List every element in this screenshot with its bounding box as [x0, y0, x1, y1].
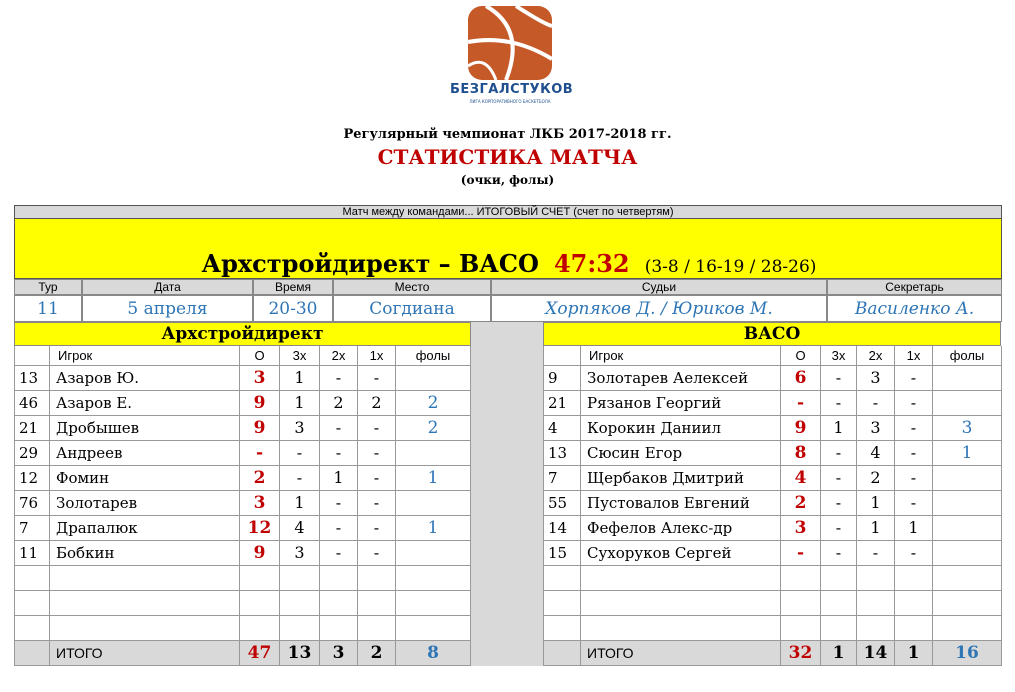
league-logo — [450, 4, 574, 104]
player-ones-cell: - — [358, 416, 396, 441]
player-threes-cell: 1 — [280, 366, 320, 391]
player-threes-cell: - — [821, 391, 857, 416]
player-twos-cell: 3 — [857, 416, 895, 441]
player-points-cell: 2 — [781, 491, 821, 516]
player-number-cell: 15 — [543, 541, 581, 566]
player-threes-cell: - — [821, 541, 857, 566]
player-fouls-cell — [396, 491, 471, 516]
player-player-cell — [50, 616, 240, 641]
player-number-cell: 55 — [543, 491, 581, 516]
player-points-cell — [781, 591, 821, 616]
player-threes-cell: - — [280, 466, 320, 491]
info-header-time: Время — [253, 279, 333, 295]
player-player-cell: Азаров Ю. — [50, 366, 240, 391]
player-threes-cell: - — [821, 516, 857, 541]
player-threes-cell: 3 — [280, 541, 320, 566]
player-twos-cell: - — [320, 541, 358, 566]
player-twos-cell: 4 — [857, 441, 895, 466]
page-title: СТАТИСТИКА МАТЧА — [377, 145, 638, 169]
total-fouls: 8 — [396, 641, 471, 666]
player-twos-cell: 2 — [857, 466, 895, 491]
player-ones-cell: - — [358, 491, 396, 516]
player-player-cell — [581, 616, 781, 641]
total-ones: 1 — [895, 641, 933, 666]
player-fouls-cell — [933, 616, 1002, 641]
player-points-cell: 3 — [781, 516, 821, 541]
team-name: Архстройдирект — [14, 322, 471, 346]
player-twos-cell: 1 — [857, 491, 895, 516]
player-number-cell: 14 — [543, 516, 581, 541]
player-points-cell: 3 — [240, 366, 280, 391]
player-ones-cell: 1 — [895, 516, 933, 541]
player-points-cell: 8 — [781, 441, 821, 466]
player-ones-cell — [895, 591, 933, 616]
player-fouls-cell — [933, 591, 1002, 616]
player-points-cell — [781, 566, 821, 591]
column-header-ones: 1х — [895, 346, 933, 366]
player-points-cell: 9 — [240, 416, 280, 441]
player-ones-cell — [895, 566, 933, 591]
player-ones-cell: - — [895, 541, 933, 566]
player-fouls-cell: 1 — [396, 516, 471, 541]
player-points-cell: 6 — [781, 366, 821, 391]
player-twos-cell: - — [320, 516, 358, 541]
player-player-cell: Андреев — [50, 441, 240, 466]
info-header-round: Тур — [14, 279, 82, 295]
quarter-scores: (3-8 / 16-19 / 28-26) — [644, 257, 817, 277]
player-ones-cell — [358, 616, 396, 641]
player-fouls-cell — [396, 616, 471, 641]
player-ones-cell: - — [358, 541, 396, 566]
player-twos-cell: 2 — [320, 391, 358, 416]
player-number-cell — [543, 616, 581, 641]
player-fouls-cell: 2 — [396, 391, 471, 416]
player-ones-cell: - — [358, 441, 396, 466]
player-points-cell: 9 — [240, 391, 280, 416]
player-number-cell: 7 — [543, 466, 581, 491]
player-number-cell: 21 — [14, 416, 50, 441]
player-fouls-cell: 2 — [396, 416, 471, 441]
player-points-cell — [240, 591, 280, 616]
player-fouls-cell — [933, 541, 1002, 566]
player-number-cell — [14, 616, 50, 641]
player-twos-cell: - — [320, 416, 358, 441]
player-fouls-cell — [933, 566, 1002, 591]
info-header-date: Дата — [82, 279, 253, 295]
column-header-twos: 2х — [320, 346, 358, 366]
player-player-cell: Корокин Даниил — [581, 416, 781, 441]
player-points-cell — [240, 616, 280, 641]
player-ones-cell: - — [895, 441, 933, 466]
player-player-cell: Золотарев — [50, 491, 240, 516]
score-caption: Матч между командами... ИТОГОВЫЙ СЧЕТ (счет по четвертям) — [14, 205, 1002, 219]
player-threes-cell — [821, 616, 857, 641]
player-twos-cell: - — [857, 391, 895, 416]
info-referees: Хорпяков Д. / Юриков М. — [491, 295, 827, 322]
logo-tagline: ЛИГА КОРПОРАТИВНОГО БАСКЕТБОЛА — [469, 99, 551, 104]
player-player-cell: Рязанов Георгий — [581, 391, 781, 416]
player-fouls-cell — [933, 491, 1002, 516]
player-ones-cell: - — [358, 516, 396, 541]
info-venue: Согдиана — [333, 295, 491, 322]
player-threes-cell: 1 — [280, 391, 320, 416]
total-threes: 1 — [821, 641, 857, 666]
match-band — [14, 219, 1002, 279]
column-header-twos: 2х — [857, 346, 895, 366]
player-number-cell: 13 — [543, 441, 581, 466]
info-header-referees: Судьи — [491, 279, 827, 295]
column-header-points: О — [781, 346, 821, 366]
column-header-threes: 3х — [821, 346, 857, 366]
player-number-cell: 46 — [14, 391, 50, 416]
season-title: Регулярный чемпионат ЛКБ 2017-2018 гг. — [343, 127, 672, 142]
player-twos-cell: 1 — [320, 466, 358, 491]
column-header-player: Игрок — [50, 346, 240, 366]
player-threes-cell: - — [821, 491, 857, 516]
player-player-cell: Бобкин — [50, 541, 240, 566]
player-fouls-cell: 1 — [933, 441, 1002, 466]
player-twos-cell: - — [320, 366, 358, 391]
player-twos-cell — [857, 616, 895, 641]
player-twos-cell — [857, 566, 895, 591]
player-threes-cell: - — [280, 441, 320, 466]
player-points-cell — [781, 616, 821, 641]
player-fouls-cell — [396, 541, 471, 566]
center-divider — [471, 322, 543, 666]
player-ones-cell — [895, 616, 933, 641]
player-number-cell: 4 — [543, 416, 581, 441]
player-number-cell: 12 — [14, 466, 50, 491]
player-fouls-cell — [933, 466, 1002, 491]
player-player-cell — [581, 591, 781, 616]
player-points-cell: - — [781, 541, 821, 566]
total-label: ИТОГО — [50, 641, 240, 666]
player-fouls-cell — [396, 441, 471, 466]
player-threes-cell: 1 — [821, 416, 857, 441]
logo-name: БЕЗГАЛСТУКОВ — [450, 82, 574, 97]
column-header-threes: 3х — [280, 346, 320, 366]
player-fouls-cell: 3 — [933, 416, 1002, 441]
total-points: 47 — [240, 641, 280, 666]
player-ones-cell: - — [358, 466, 396, 491]
total-label: ИТОГО — [581, 641, 781, 666]
player-player-cell — [50, 591, 240, 616]
player-twos-cell — [320, 566, 358, 591]
player-player-cell: Драпалюк — [50, 516, 240, 541]
player-player-cell: Азаров Е. — [50, 391, 240, 416]
player-ones-cell — [358, 591, 396, 616]
total-points: 32 — [781, 641, 821, 666]
player-points-cell: - — [781, 391, 821, 416]
player-player-cell: Дробышев — [50, 416, 240, 441]
player-twos-cell: - — [857, 541, 895, 566]
player-points-cell: 3 — [240, 491, 280, 516]
column-header-number — [14, 346, 50, 366]
info-time: 20-30 — [253, 295, 333, 322]
player-twos-cell: - — [320, 491, 358, 516]
player-threes-cell: 1 — [280, 491, 320, 516]
column-header-player: Игрок — [581, 346, 781, 366]
info-header-venue: Место — [333, 279, 491, 295]
player-number-cell: 9 — [543, 366, 581, 391]
total-cell — [14, 641, 50, 666]
player-threes-cell: 4 — [280, 516, 320, 541]
player-twos-cell — [320, 591, 358, 616]
total-twos: 3 — [320, 641, 358, 666]
player-fouls-cell — [396, 366, 471, 391]
player-player-cell: Золотарев Аелексей — [581, 366, 781, 391]
player-ones-cell: 2 — [358, 391, 396, 416]
player-points-cell: - — [240, 441, 280, 466]
player-ones-cell: - — [895, 416, 933, 441]
player-points-cell: 4 — [781, 466, 821, 491]
player-twos-cell: - — [320, 441, 358, 466]
player-number-cell: 29 — [14, 441, 50, 466]
player-player-cell: Щербаков Дмитрий — [581, 466, 781, 491]
total-threes: 13 — [280, 641, 320, 666]
player-fouls-cell — [933, 391, 1002, 416]
player-threes-cell — [821, 566, 857, 591]
player-number-cell: 13 — [14, 366, 50, 391]
basketball-logo-icon — [466, 4, 554, 82]
player-twos-cell — [857, 591, 895, 616]
player-points-cell: 12 — [240, 516, 280, 541]
player-fouls-cell — [396, 566, 471, 591]
page-subtitle: (очки, фолы) — [460, 173, 555, 187]
column-header-fouls: фолы — [933, 346, 1002, 366]
player-number-cell — [14, 591, 50, 616]
total-cell — [543, 641, 581, 666]
player-threes-cell — [821, 591, 857, 616]
player-ones-cell: - — [895, 366, 933, 391]
player-player-cell — [50, 566, 240, 591]
player-threes-cell — [280, 566, 320, 591]
player-points-cell — [240, 566, 280, 591]
player-points-cell: 9 — [781, 416, 821, 441]
player-number-cell: 21 — [543, 391, 581, 416]
player-fouls-cell: 1 — [396, 466, 471, 491]
player-threes-cell: - — [821, 466, 857, 491]
info-secretary: Василенко А. — [827, 295, 1002, 322]
player-number-cell — [543, 566, 581, 591]
player-ones-cell: - — [895, 491, 933, 516]
player-number-cell: 11 — [14, 541, 50, 566]
player-number-cell: 7 — [14, 516, 50, 541]
player-ones-cell: - — [358, 366, 396, 391]
player-fouls-cell — [933, 516, 1002, 541]
info-date: 5 апреля — [82, 295, 253, 322]
player-threes-cell — [280, 591, 320, 616]
player-ones-cell — [358, 566, 396, 591]
player-twos-cell — [320, 616, 358, 641]
match-summary — [15, 249, 1003, 278]
column-header-fouls: фолы — [396, 346, 471, 366]
player-fouls-cell — [933, 366, 1002, 391]
info-header-secretary: Секретарь — [827, 279, 1002, 295]
match-info-table — [14, 279, 1002, 322]
player-threes-cell: 3 — [280, 416, 320, 441]
player-player-cell — [581, 566, 781, 591]
player-twos-cell: 1 — [857, 516, 895, 541]
player-number-cell: 76 — [14, 491, 50, 516]
team-name: ВАСО — [543, 322, 1001, 346]
player-number-cell — [543, 591, 581, 616]
player-player-cell: Фомин — [50, 466, 240, 491]
player-player-cell: Сухоруков Сергей — [581, 541, 781, 566]
player-twos-cell: 3 — [857, 366, 895, 391]
total-fouls: 16 — [933, 641, 1002, 666]
player-player-cell: Фефелов Алекс-др — [581, 516, 781, 541]
player-threes-cell: - — [821, 366, 857, 391]
player-number-cell — [14, 566, 50, 591]
player-threes-cell — [280, 616, 320, 641]
player-points-cell: 9 — [240, 541, 280, 566]
column-header-points: О — [240, 346, 280, 366]
player-points-cell: 2 — [240, 466, 280, 491]
info-round: 11 — [14, 295, 82, 322]
column-header-ones: 1х — [358, 346, 396, 366]
player-fouls-cell — [396, 591, 471, 616]
player-ones-cell: - — [895, 391, 933, 416]
player-player-cell: Сюсин Егор — [581, 441, 781, 466]
player-ones-cell: - — [895, 466, 933, 491]
total-ones: 2 — [358, 641, 396, 666]
total-twos: 14 — [857, 641, 895, 666]
player-threes-cell: - — [821, 441, 857, 466]
match-score: 47:32 — [553, 249, 630, 278]
column-header-number — [543, 346, 581, 366]
player-player-cell: Пустовалов Евгений — [581, 491, 781, 516]
match-teams: Архстройдирект – ВАСО — [201, 249, 539, 278]
